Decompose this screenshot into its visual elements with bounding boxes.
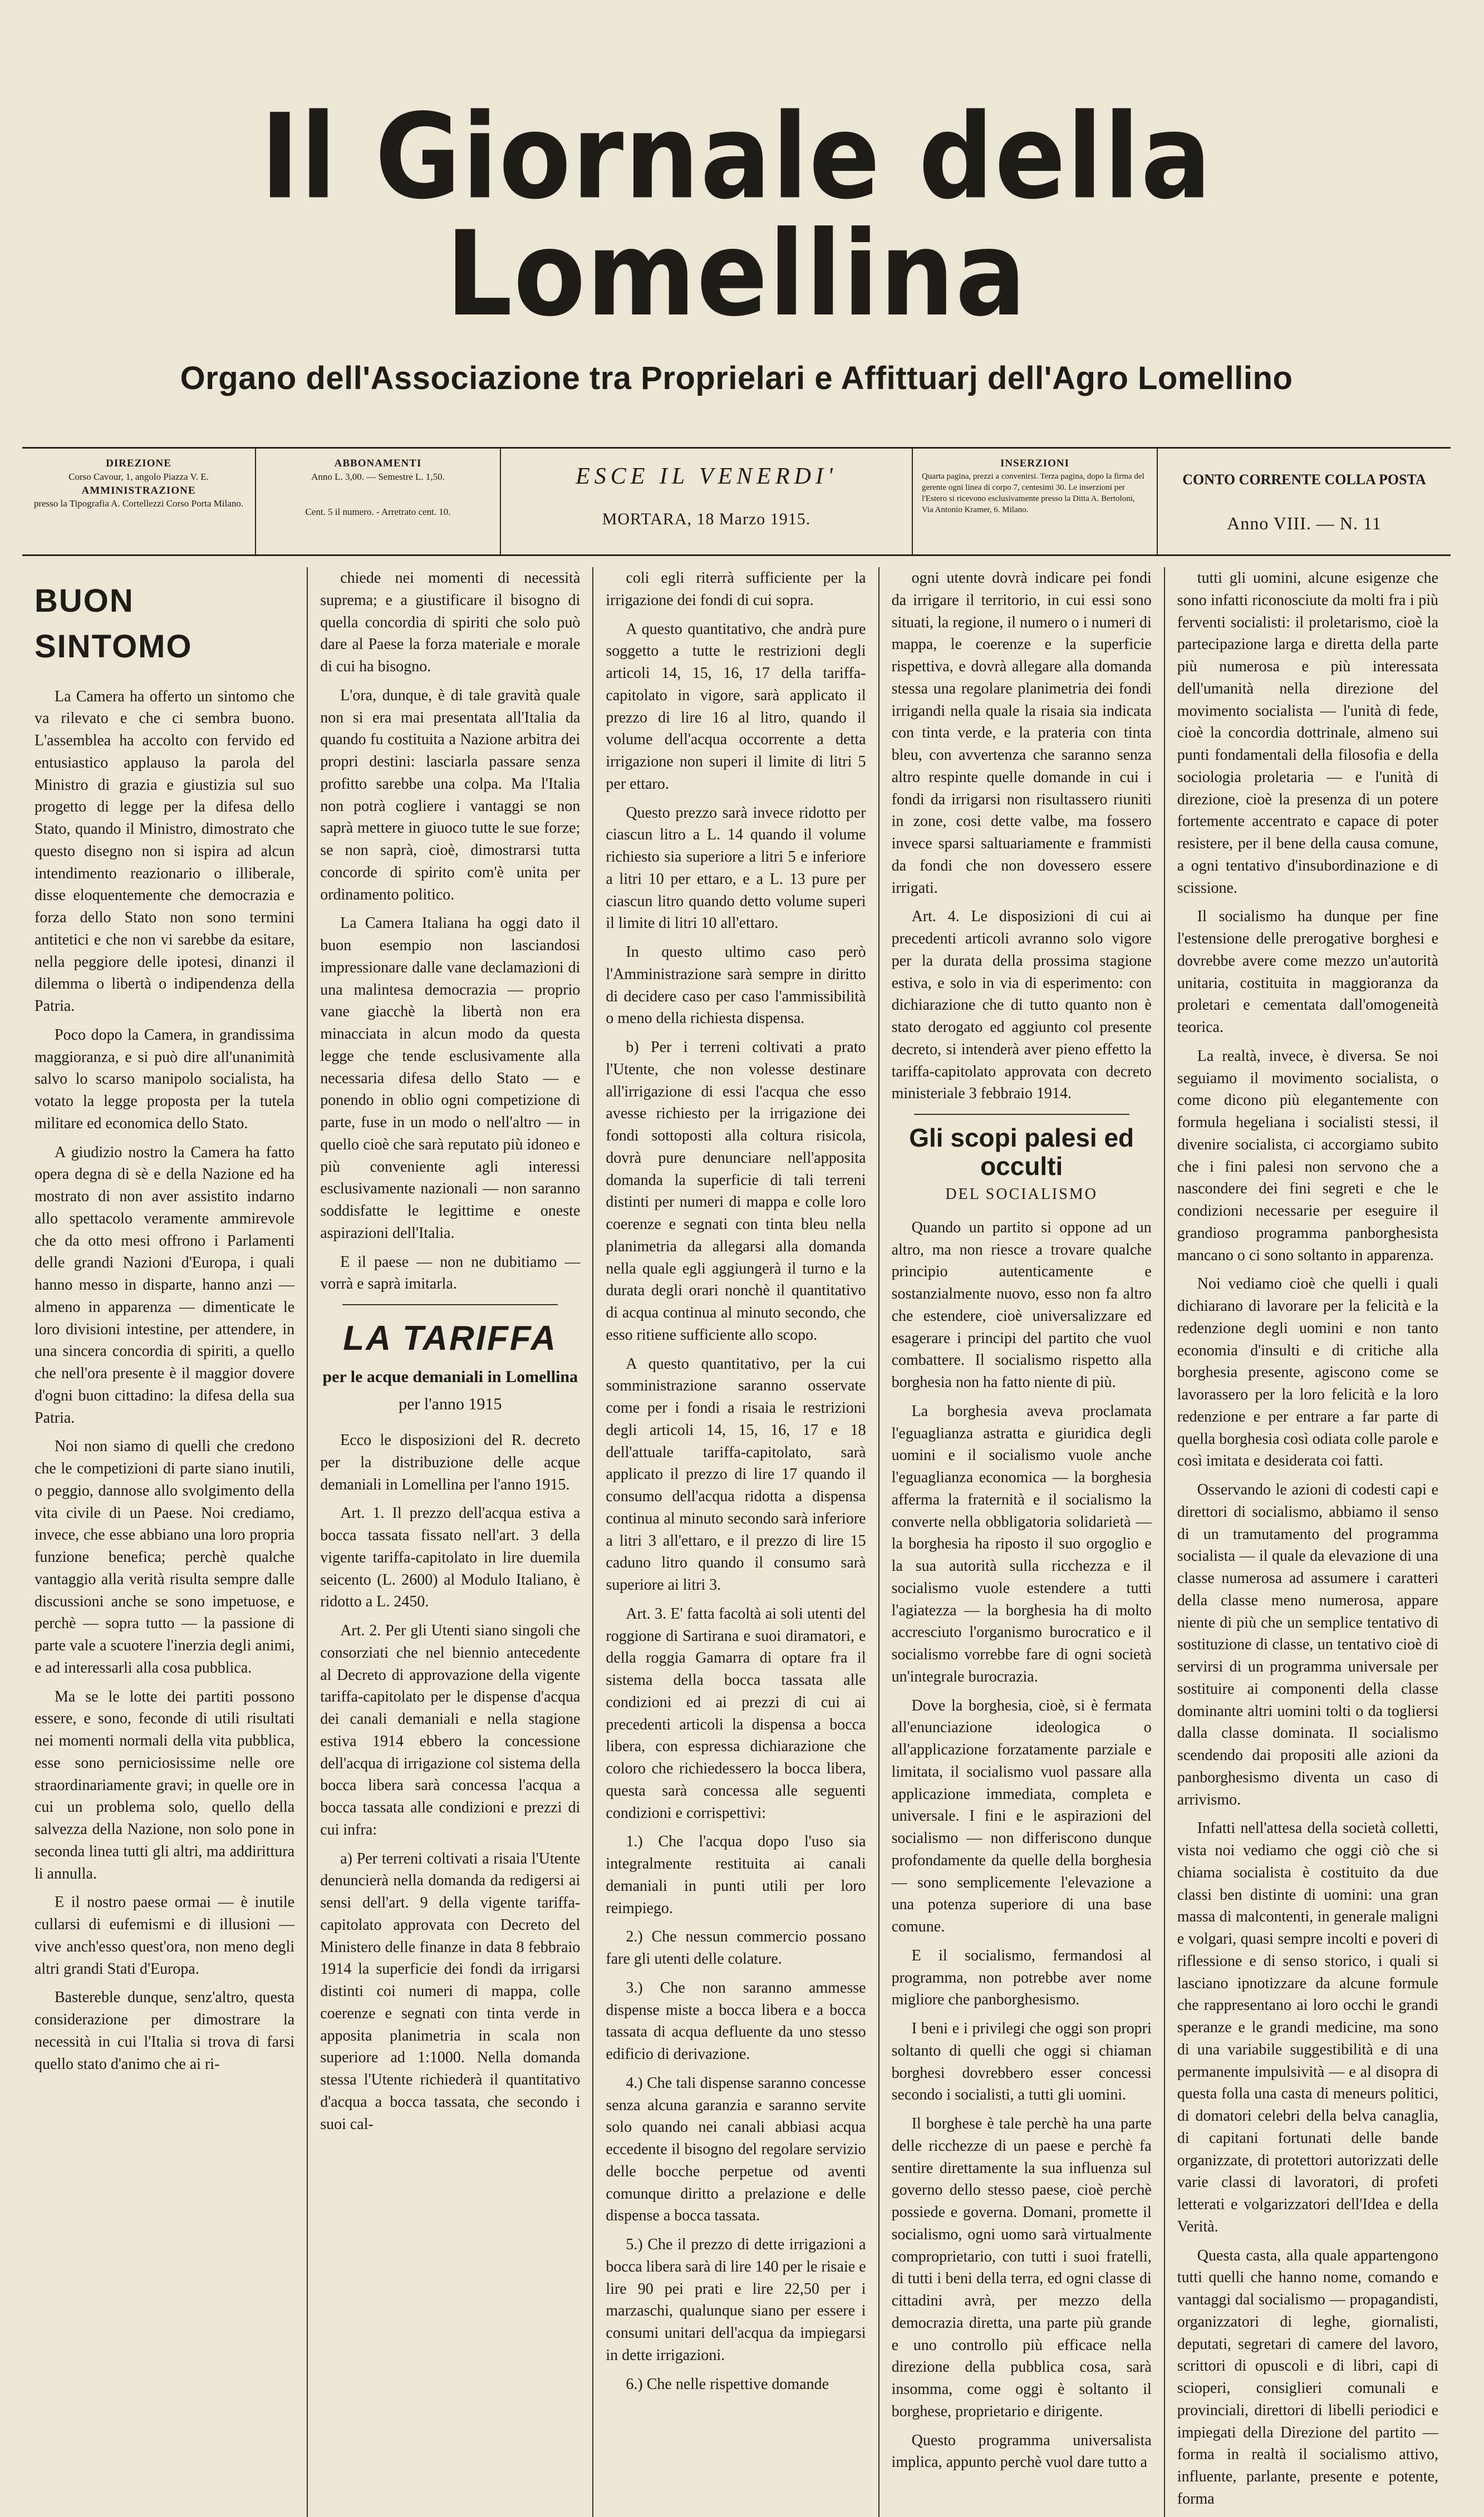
abbonamenti-note: Cent. 5 il numero. - Arretrato cent. 10. xyxy=(305,506,451,517)
article-paragraph: 4.) Che tali dispense saranno concesse senza alcuna garanzia e saranno servite solo quando nei canali abbiasi acqua eccedente il bisogno del regolare servizio delle bocche perpetue od aventi comunque diritto a prelazione e delle dispense a bocca tassata. xyxy=(606,2074,866,2225)
article-paragraph: tutti gli uomini, alcune esigenze che sono infatti riconosciute da molti fra i più ferventi socialisti: il proletarismo, cioè la partecipazione larga e diretta della parte più numerosa e più interessata dell'umanità nella direzione del movimento socialista — l'unità di fede, cioè la concordia dottrinale, almeno sui punti fondamentali della filosofia e della sociologia proletaria — e l'unità di direzione, cioè la presenza di un potere fortemente accentrato e capace di poter resistere, per il bene della causa comune, a ogni tentativo d'insubordinazione e di scissione. xyxy=(1177,569,1438,897)
article-paragraph: Osservando le azioni di codesti capi e direttori di socialismo, abbiamo il senso di un tramutamento del programma socialista — il quale da elevazione di una classe numerosa ad assumere i caratteri della classe meno numerosa, appare niente di più che un semplice tentativo di sostituzione di classe, un tentativo cioè di servirsi di un programma universale per sostituire ai componenti della classe dominante altri uomini tolti o da togliersi dalla classe dominata. Il socialismo scendendo dai propositi alle azioni da panborghesismo diventa un caso di arrivismo. xyxy=(1177,1481,1438,1808)
article-divider xyxy=(914,1114,1129,1115)
article-paragraph: Ecco le disposizioni del R. decreto per la distribuzione delle acque demaniali in Lomellina per l'anno 1915. xyxy=(320,1432,581,1493)
article-buon-sintomo-continued xyxy=(320,567,580,1295)
headline-scopi-socialismo: Gli scopi palesi ed occulti xyxy=(909,1123,1134,1181)
article-paragraph: Ma se le lotte dei partiti possono essere, e sono, feconde di utili risultati nei momenti normali della vita pubblica, esse sono perniciosissime nelle ore straordinariamente gravi; in quelle ore in cui un problema solo, quello della salvezza della Nazione, non solo pone in seconda linea tutti gli altri, ma addirittura li annulla. xyxy=(35,1688,295,1882)
tariffa-year: per l'anno 1915 xyxy=(399,1394,502,1413)
abbonamenti-box xyxy=(256,449,501,554)
article-paragraph: A giudizio nostro la Camera ha fatto opera degna di sè e della Nazione ed ha mostrato di non aver assistito indarno allo spettacolo veramente ammirevole che da otto mesi offrono i Parlamenti delle grandi Nazioni d'Europa, i quali hanno messo in disparte, hanno anzi — almeno in apparenza — dimenticate le loro divisioni intestine, per attendere, in una sincera concordia di spiriti, a quello che nell'ora presente è il maggior dovere d'ogni buon cittadino: la difesa della sua Patria. xyxy=(35,1143,295,1427)
newspaper-title: Il Giornale della Lomellina xyxy=(260,89,1213,343)
article-paragraph: E il socialismo, fermandosi al programma, non potrebbe aver nome migliore che panborghesismo. xyxy=(891,1946,1152,2009)
direzione-address: Corso Cavour, 1, angolo Piazza V. E. xyxy=(68,471,209,482)
column-4 xyxy=(879,567,1165,2517)
article-paragraph: Questa casta, alla quale appartengono tutti quelli che hanno nome, comando e vantaggi dal socialismo — propagandisti, organizzatori di leghe, giornalisti, deputati, segretari di camere del lavoro, scrittori di opuscoli e di libri, capi di scioperi, consiglieri comunali e provinciali, direttori di libelli periodici e impiegati della Direzione del partito — forma in realtà il socialismo attivo, influente, parlante, presente e potente, forma xyxy=(1177,2246,1438,2508)
info-bar xyxy=(22,447,1451,556)
article-paragraph: Art. 4. Le disposizioni di cui ai precedenti articoli avranno solo vigore per la durata della prossima stagione estiva, e solo in via di esperimento: con dichiarazione che di tutto quanto non è stato derogato ed aggiunto col presente decreto, si intenderà aver pieno effetto la tariffa-capitolato approvata con decreto ministeriale 3 febbraio 1914. xyxy=(891,908,1152,1103)
headline-buon-sintomo: BUON SINTOMO xyxy=(35,583,193,665)
article-divider xyxy=(342,1304,558,1305)
scopi-subheading: DEL SOCIALISMO xyxy=(945,1186,1098,1203)
newspaper-subtitle: Organo dell'Associazione tra Proprielari e Affittuarj dell'Agro Lomellino xyxy=(180,360,1293,396)
article-paragraph: 1.) Che l'acqua dopo l'uso sia integralmente restituita ai canali demaniali in punti utili per loro reimpiego. xyxy=(606,1833,866,1917)
article-la-tariffa-continued xyxy=(606,567,866,2395)
article-paragraph: 3.) Che non saranno ammesse dispense miste a bocca libera e a bocca tassata di acqua defluente da uno stesso edificio di derivazione. xyxy=(606,1979,866,2063)
article-paragraph: E il paese — non ne dubitiamo — vorrà e saprà imitarla. xyxy=(320,1253,581,1293)
amministrazione-heading: AMMINISTRAZIONE xyxy=(81,484,196,496)
article-paragraph: ogni utente dovrà indicare pei fondi da irrigare il territorio, in cui essi sono situati, la regione, il numero o i numeri di mappa, le coerenze e la superficie rispettiva, e dovrà allegare alla domanda stessa una regolare planimetria dei fondi irrigandi nella quale la risaia sia indicata con tinta verde, e la prateria con tinta bleu, con avvertenza che saranno senza altro respinte quelle domande in cui i fondi da irrigarsi non risultassero riuniti in zone, cosi dette valbe, ma fossero invece sparsi saltuariamente e frammisti da fondi che non dovessero essere irrigati. xyxy=(891,569,1152,897)
masthead xyxy=(22,89,1451,397)
article-paragraph: E il nostro paese ormai — è inutile cullarsi di eufemismi e di illusioni — vive anch'esso quest'ora, non meno degli altri grandi Stati d'Europa. xyxy=(35,1894,295,1978)
article-paragraph: In questo ultimo caso però l'Amministrazione sarà sempre in diritto di decidere caso per caso l'ammissibilità o meno della richiesta dispensa. xyxy=(606,943,866,1028)
issue-number: Anno VIII. — N. 11 xyxy=(1227,513,1382,534)
article-scopi-socialismo-continued xyxy=(1177,567,1438,2510)
article-paragraph: Infatti nell'attesa della società colletti, vista noi vediamo che oggi ciò che si chiama socialista è costituito da due classi ben distinte di uomini: una gran massa di malcontenti, in generale maligni e volgari, quasi sempre incolti e poveri di riflessione e di senso storico, i quali si lasciano ipnotizzare da alcune formule che rappresentano ai loro occhi le grandi speranze e le grandi medicine, ma sono di una variabile suggestibilità e di una permanente impulsività — e al disopra di questa folla una casta di meneurs politici, di domatori celebri della belva canaglia, di capitani fortunati delle bande organizzate, di protettori autorizzati delle varie classi di lavoratori, di profeti letterati e volgarizzatori dell'Idea e della Verità. xyxy=(1177,1820,1438,2235)
publication-box xyxy=(501,449,913,554)
article-paragraph: 5.) Che il prezzo di dette irrigazioni a bocca libera sarà di lire 140 per le risaie e lire 90 pei prati e lire 22,50 per i marzaschi, qualunque siano per essere i consumi unitari dell'acqua da impiegarsi in dette irrigazioni. xyxy=(606,2236,866,2364)
inserzioni-box xyxy=(913,449,1158,554)
article-paragraph: Bastereble dunque, senz'altro, questa considerazione per dimostrare la necessità in cui l'Italia si trova di farsi quello stato d'animo che ai ri- xyxy=(35,1989,295,2073)
article-paragraph: a) Per terreni coltivati a risaia l'Utente denuncierà nella domanda da redigersi ai sensi dell'art. 9 della vigente tariffa-capitolato approvata con Decreto del Ministero delle finanze in data 8 febbraio 1914 la superficie dei fondi da irrigarsi distinti coi numeri di mappa, colle coerenze e segnati con tinta verde in apposita planimetria in scala non superiore ad 1:1000. Nella domanda stessa l'Utente richiederà il quantitativo d'acqua a bocca tassata, che secondo i suoi cal- xyxy=(320,1850,581,2133)
article-paragraph: Il socialismo ha dunque per fine l'estensione delle prerogative borghesi e dovrebbe avere come mezzo un'autorità unitaria, costituita in maggioranza da proletari e cementata dall'omogeneità teorica. xyxy=(1177,908,1438,1036)
article-paragraph: La Camera Italiana ha oggi dato il buon esempio non lasciandosi impressionare dalle vane declamazioni di una malintesa democrazia — proprio vane giacchè la libertà non era minacciata in alcun modo da questa legge che tende esclusivamente alla necessaria difesa dello Stato — e ponendo in oblio ogni competizione di parte, fuse in un modo o nell'altro — in quello cioè che sarà reputato più idoneo e più conveniente agli interessi esclusivamente nazionali — non saranno soddisfatte le legittime e oneste aspirazioni dell'Italia. xyxy=(320,915,581,1242)
article-scopi-socialismo xyxy=(892,1217,1152,2474)
article-paragraph: La borghesia aveva proclamata l'eguaglianza astratta e giuridica degli uomini e il socialismo vuole anche l'eguaglianza economica — la borghesia afferma la fraternità e il socialismo la converte nella obbligatoria solidarietà — la borghesia ha riposto il suo orgoglio e la sua autorità sulla ricchezza e il socialismo vuole estendere a tutti l'agiatezza — la borghesia ha di molto accresciuto l'organismo burocratico e il socialismo vorrebbe fare di ogni società un'integrale burocrazia. xyxy=(891,1402,1152,1685)
article-paragraph: A questo quantitativo, che andrà pure soggetto a tutte le restrizioni degli articoli 14, 15, 16, 17 della tariffa-capitolato in vigore, sarà applicato il prezzo di lire 16 al litro, quando il volume dell'acqua occorrente a detta irrigazione non superi il limite di litri 5 per ettaro. xyxy=(606,620,866,793)
article-paragraph: 2.) Che nessun commercio possano fare gli utenti delle colature. xyxy=(606,1928,866,1968)
amministrazione-address: presso la Tipografia A. Cortellezzi Corso Porta Milano. xyxy=(33,498,244,509)
article-paragraph: coli egli riterrà sufficiente per la irrigazione dei fondi di cui sopra. xyxy=(606,569,866,609)
article-paragraph: Questo programma universalista implica, appunto perchè vuol dare tutto a xyxy=(891,2431,1152,2471)
article-paragraph: L'ora, dunque, è di tale gravità quale non si era mai presentata all'Italia da quando fu costituita a Nazione arbitra dei propri destini: lasciarla passare senza profitto sarebbe una colpa. Ma l'Italia non potrà cogliere i vantaggi se non saprà mettere in giuoco tutte le sue forze; se non saprà, cioè, dimostrarsi tutta concorde di spirito com'è unita per ordinamento politico. xyxy=(320,686,581,903)
article-paragraph: Art. 2. Per gli Utenti siano singoli che consorziati che nel biennio antecedente al Decreto di approvazione della vigente tariffa-capitolato per le dispense d'acqua dei canali demaniali e nella stagione estiva 1914 ebbero la concessione dell'acqua di irrigazione col sistema della bocca libera sarà concessa l'acqua a bocca tassata alle condizioni e prezzi di cui infra: xyxy=(320,1622,581,1838)
article-paragraph: I beni e i privilegi che oggi son propri soltanto di quelli che oggi si chiaman borghesi dovrebbero esser concessi secondo i socialisti, a tutti gli uomini. xyxy=(891,2020,1152,2104)
direzione-heading: DIREZIONE xyxy=(106,458,171,469)
conto-box xyxy=(1158,449,1451,554)
column-2 xyxy=(308,567,593,2517)
headline-la-tariffa: LA TARIFFA xyxy=(343,1319,558,1358)
article-paragraph: Questo prezzo sarà invece ridotto per ciascun litro a L. 14 quando il volume richiesto sia superiore a litri 5 e inferiore a litri 10 per ettaro, e a L. 13 pure per ciascun litro quando detto volume superi il limite di litri 10 all'ettaro. xyxy=(606,804,866,932)
article-paragraph: La Camera ha offerto un sintomo che va rilevato e che ci sembra buono. L'assemblea ha accolto con fervido ed entusiastico applauso la parola del Ministro di grazia e giustizia sul suo progetto di legge per la difesa dello Stato, quando il Ministro, dimostrato che questo disegno non si ispira ad alcun intendimento reazionario o illiberale, disse eloquentemente che democrazia e forza dello Stato non sono termini antitetici e che non vi sarebbe da esitare, nella peggiore delle ipotesi, dinanzi il dilemma o libertà o indipendenza della Patria. xyxy=(35,687,295,1015)
article-paragraph: Dove la borghesia, cioè, si è fermata all'enunciazione ideologica o all'applicazione forzatamente parziale e limitata, il socialismo vuol passare alla applicazione immediata, completa e universale. I fini e le aspirazioni del socialismo — non differiscono dunque profondamente da quelle della borghesia — sono semplicemente l'elevazione a una potenza superiore di una base comune. xyxy=(891,1697,1152,1936)
article-columns xyxy=(22,567,1451,2508)
tariffa-subheading: per le acque demaniali in Lomellina xyxy=(322,1368,578,1387)
article-paragraph: chiede nei momenti di necessità suprema; e a giustificare il bisogno di quella concordia di spiriti che solo può dare al Paese la forza materiale e morale di cui ha bisogno. xyxy=(320,569,581,675)
dateline: MORTARA, 18 Marzo 1915. xyxy=(602,509,811,528)
conto-heading: CONTO CORRENTE COLLA POSTA xyxy=(1182,471,1426,488)
abbonamenti-prices: Anno L. 3,00. — Semestre L. 1,50. xyxy=(311,471,445,482)
article-paragraph: b) Per i terreni coltivati a prato l'Utente, che non volesse destinare all'irrigazione di essi l'acqua che esso avesse richiesto per la irrigazione dei fondi sottoposti alla coltura risicola, dovrà pure denunciare nell'apposita domanda la superficie di tali terreni distinti per numeri di mappa e colle loro coerenze e segnati con tinta bleu nella planimetria da allegarsi alla domanda nella quale egli aggiungerà il turno e la durata degli orari nonchè il quantitativo di acqua continua al minuto secondo, che esso ritiene sufficiente allo scopo. xyxy=(606,1039,866,1344)
article-paragraph: Art. 1. Il prezzo dell'acqua estiva a bocca tassata fissato nell'art. 3 della vigente tariffa-capitolato in lire duemila seicento (L. 2600) al Modulo Italiano, è ridotto a L. 2450. xyxy=(320,1505,581,1611)
article-paragraph: Noi vediamo cioè che quelli i quali dichiarano di lavorare per la felicità e la redenzione degli uomini e non tanto economia d'insulti e di critiche alla borghesia presente, agiscono come se lavorassero per la loro felicità e la loro redenzione e per entrare a far parte di quella borghesia così odiata colle parole e così imitata e desiderata coi fatti. xyxy=(1177,1275,1438,1470)
article-paragraph: La realtà, invece, è diversa. Se noi seguiamo il movimento socialista, o come dicono più elegantemente con formula hegeliana i socialisti stessi, il divenire socialista, ci accorgiamo subito che i fini palesi non servono che a nascondere dei fini segreti e che le condizioni necessarie per eseguire il grandioso programma panborghesista mancano o ci sono soltanto in apparenza. xyxy=(1177,1047,1438,1264)
abbonamenti-heading: ABBONAMENTI xyxy=(334,458,422,469)
article-buon-sintomo xyxy=(35,686,294,2076)
column-3 xyxy=(593,567,879,2517)
article-la-tariffa-end xyxy=(892,567,1152,1105)
article-la-tariffa xyxy=(320,1429,580,2135)
column-1 xyxy=(22,567,308,2517)
inserzioni-heading: INSERZIONI xyxy=(1000,458,1070,469)
article-paragraph: Art. 3. E' fatta facoltà ai soli utenti del roggione di Sartirana e suoi diramatori, e della roggia Gamarra di optare fra il sistema della bocca tassata alle condizioni ed ai prezzi di cui ai precedenti articoli la dispensa a bocca libera, con espressa dichiarazione che coloro che richiedessero la bocca libera, questa sarà concessa alle seguenti condizioni e corrispettivi: xyxy=(606,1605,866,1822)
column-5 xyxy=(1165,567,1451,2517)
article-paragraph: Poco dopo la Camera, in grandissima maggioranza, e si può dire all'unanimità salvo lo scarso manipolo socialista, ha votato la legge proposta per la tutela militare ed economica dello Stato. xyxy=(35,1026,295,1132)
article-paragraph: Noi non siamo di quelli che credono che le competizioni di parte siano inutili, o peggio, dannose allo svolgimento della vita civile di un Paese. Noi crediamo, invece, che esse abbiano una loro propria funzione benefica; perchè qualche vantaggio alla verità risulta sempre dalle discussioni anche se sono impetuose, e perchè — sopra tutto — la passione di parte vale a scuotere l'inerzia degli animi, e ad interessarli alla cosa pubblica. xyxy=(35,1438,295,1677)
article-paragraph: Il borghese è tale perchè ha una parte delle ricchezze di un paese e perchè fa sentire direttamente la sua influenza sul governo dello stesso paese, cioè perchè possiede e governa. Domani, promette il socialismo, ogni uomo sarà virtualmente comproprietario, con tutti i suoi fratelli, di tutti i beni della terra, ed ogni classe di cittadini avrà, per mezzo della democrazia diretta, una parte più grande e uno controllo più efficace nella direzione della pubblica cosa, sarà insomma, come oggi è soltanto il borghese, proprietario e dirigente. xyxy=(891,2115,1152,2420)
article-paragraph: Quando un partito si oppone ad un altro, ma non riesce a trovare qualche principio autenticamente e sostanzialmente nuovo, esso non fa altro che estendere, cioè universalizzare ed esagerare i principi del partito che vuol combattere. Il socialismo rispetto alla borghesia non ha fatto niente di più. xyxy=(891,1218,1152,1392)
inserzioni-text: Quarta pagina, prezzi a convenirsi. Terza pagina, dopo la firma del gerente ogni linea di corpo 7, centesimi 30. Le inserzioni per l'Estero si ricevono esclusivamente presso la Ditta A. Bertoloni, Via Antonio Kramer, 6. Milano. xyxy=(922,471,1144,515)
publication-day: ESCE IL VENERDI' xyxy=(576,464,837,489)
direzione-box xyxy=(22,449,256,554)
article-paragraph: A questo quantitativo, per la cui somministrazione saranno osservate come per i fondi a risaia le restrizioni degli articoli 14, 15, 16, 17 e 18 dell'attuale tariffa-capitolato, sarà applicato il prezzo di lire 17 quando il consumo dell'acqua ridotta a dispensa continua al minuto secondo sarà inferiore a litri 3 all'ettaro, e il prezzo di lire 15 caduno litro quando il consumo sarà superiore ai litri 3. xyxy=(606,1355,866,1594)
article-paragraph: 6.) Che nelle rispettive domande xyxy=(626,2375,829,2393)
